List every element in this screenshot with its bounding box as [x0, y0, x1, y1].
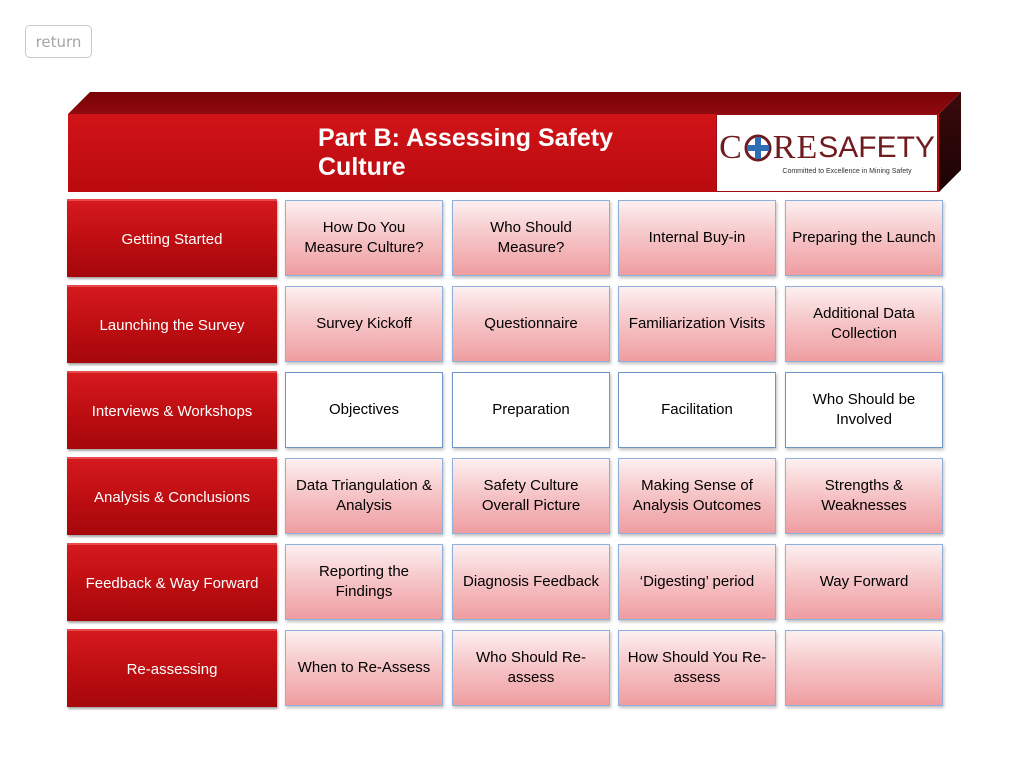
banner-front [68, 114, 939, 192]
logo-tagline: Committed to Excellence in Mining Safety [782, 168, 912, 175]
topic-button[interactable]: Survey Kickoff [285, 286, 443, 362]
topic-button[interactable]: ‘Digesting’ period [618, 544, 776, 620]
topic-button[interactable]: Who Should be Involved [785, 372, 943, 448]
section-button-5[interactable]: Feedback & Way Forward [67, 543, 277, 621]
logo-core-re: RE [772, 129, 819, 166]
topic-button[interactable]: Preparing the Launch [785, 200, 943, 276]
topic-button[interactable]: Way Forward [785, 544, 943, 620]
banner-top-bevel [68, 92, 961, 114]
return-button[interactable]: return [25, 25, 92, 58]
topic-button[interactable]: When to Re-Assess [285, 630, 443, 706]
topic-button[interactable]: Safety Culture Overall Picture [452, 458, 610, 534]
logo-safety: SAFETY [818, 131, 935, 164]
empty-topic-cell [785, 630, 943, 706]
section-button-1[interactable]: Getting Started [67, 199, 277, 277]
topic-button[interactable]: Data Triangulation & Analysis [285, 458, 443, 534]
section-button-4[interactable]: Analysis & Conclusions [67, 457, 277, 535]
topic-button[interactable]: Strengths & Weaknesses [785, 458, 943, 534]
topic-button[interactable]: Preparation [452, 372, 610, 448]
logo-core-c: C [719, 129, 743, 166]
topic-button[interactable]: Facilitation [618, 372, 776, 448]
section-button-3[interactable]: Interviews & Workshops [67, 371, 277, 449]
topic-button[interactable]: Internal Buy-in [618, 200, 776, 276]
topic-button[interactable]: How Do You Measure Culture? [285, 200, 443, 276]
logo-wordmark [719, 131, 935, 165]
topic-button[interactable]: Objectives [285, 372, 443, 448]
page-title: Part B: Assessing Safety Culture [318, 124, 614, 181]
logo-cross-icon [744, 134, 772, 162]
section-button-2[interactable]: Launching the Survey [67, 285, 277, 363]
section-button-6[interactable]: Re-assessing [67, 629, 277, 707]
topic-button[interactable]: Familiarization Visits [618, 286, 776, 362]
topic-button[interactable]: Diagnosis Feedback [452, 544, 610, 620]
topic-button[interactable]: Additional Data Collection [785, 286, 943, 362]
topic-button[interactable]: Who Should Re-assess [452, 630, 610, 706]
topic-button[interactable]: Reporting the Findings [285, 544, 443, 620]
title-banner [68, 92, 961, 192]
coresafety-logo [716, 114, 938, 192]
topic-button[interactable]: Making Sense of Analysis Outcomes [618, 458, 776, 534]
topic-button[interactable]: Who Should Measure? [452, 200, 610, 276]
topic-button[interactable]: How Should You Re-assess [618, 630, 776, 706]
topic-button[interactable]: Questionnaire [452, 286, 610, 362]
